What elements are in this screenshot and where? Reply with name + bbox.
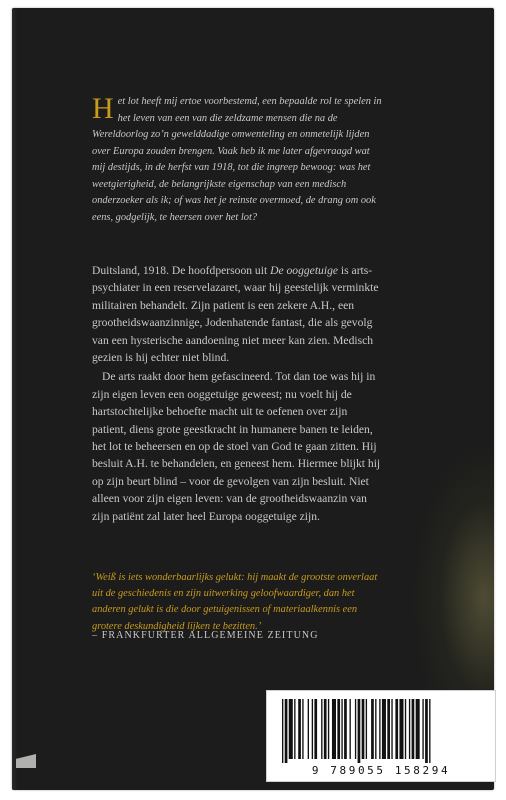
- blurb-p1-start: Duitsland, 1918. De hoofdpersoon uit: [92, 264, 271, 277]
- press-quote: ‘Weiß is iets wonderbaarlijks gelukt: hij maakt de grootste onverlaat uit de geschiedenis en zijn uitwerking geloofwaardiger, dan het anderen gelukt is die door getuigenissen of materiaalkennis een grotere deskundigheid lijken te bezitten.’: [92, 572, 378, 632]
- book-title-inline: De ooggetuige: [270, 264, 339, 277]
- blurb: [92, 262, 384, 525]
- intro-excerpt: [92, 94, 384, 226]
- intro-text: et lot heeft mij ertoe voorbestemd, een bepaalde rol te spelen in het leven van een van die zeldzame mensen die na de Wereldoorlog zo’n gewelddadige omwenteling en onmetelijk lijden over Europa zouden brengen. Vaak heb ik me later afgevraagd wat mij destijds, in de herfst van 1918, tot die ingreep bewoog: was het weetgierigheid, de belangrijkste eigenschap van een medisch onderzoeker als ik; of was het je reinste overmoed, de drang om ook eens, godgelijk, te heersen over het lot?: [92, 96, 382, 223]
- spine-edge: [12, 8, 18, 790]
- isbn-number: 9 789055 158294: [311, 764, 451, 777]
- drop-cap: H: [92, 92, 114, 125]
- blurb-paragraph-1: [92, 262, 384, 366]
- barcode-sticker: [266, 690, 496, 782]
- barcode-icon: [280, 699, 484, 763]
- quote-attribution: – FRANKFURTER ALLGEMEINE ZEITUNG: [92, 630, 319, 641]
- blurb-paragraph-2: De arts raakt door hem gefascineerd. Tot dan toe was hij in zijn eigen leven een ooggetuige geweest; nu voelt hij de hartstochtelijke behoefte macht uit te oefenen over zijn patient, diens grote geestkracht in humanere banen te leiden, het lot te beheersen en op de stoel van God te gaan zitten. Hij besluit A.H. te behandelen, en geneest hem. Hiermee blijkt hij op zijn beurt blind – voor de gevolgen van zijn besluit. Niet alleen voor zijn eigen leven: van de grootheidswaanzin van zijn patiënt zal later heel Europa ooggetuige zijn.: [92, 370, 381, 523]
- blurb-p1-end: is arts-psychiater in een reservelazaret, waar hij geestelijk verminkte militairen behandelt. Zijn patient is een zekere A.H., een grootheidswaanzinnige, Jodenhatende fantast, die als gevolg van een hysterische aandoening niet meer kan zien. Medisch gezien is hij echter niet blind.: [92, 264, 379, 365]
